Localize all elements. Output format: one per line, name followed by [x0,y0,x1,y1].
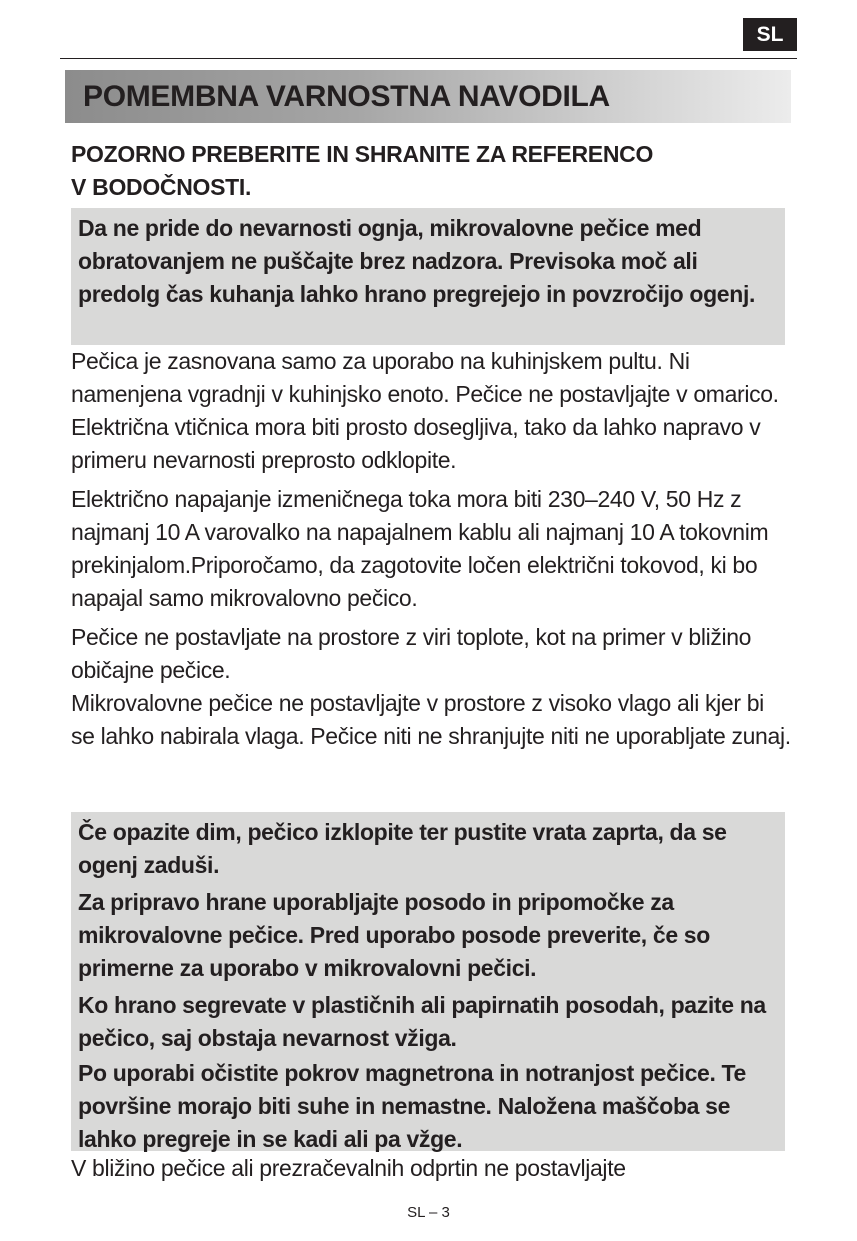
warning-paragraph: Da ne pride do nevarnosti ognja, mikrovalovne pečice med obratovanjem ne puščajte brez nadzora. Previsoka moč ali predolg čas kuhanja lahko hrano pregrejejo in povzročijo ogenj. [78,215,756,307]
warning-box-safety [71,812,785,1151]
subheading [71,138,791,204]
page-number: SL – 3 [407,1204,450,1221]
warning-paragraph-cleaning: Po uporabi očistite pokrov magnetrona in notranjost pečice. Te površine morajo biti suhe in nemastne. Naložena maščoba se lahko pregreje in se kadi ali pa vžge. [78,1060,746,1152]
body-text [71,345,791,753]
header-rule [60,58,797,59]
body-paragraph-placement: Pečica je zasnovana samo za uporabo na kuhinjskem pultu. Ni namenjena vgradnji v kuhinjsko enoto. Pečice ne postavljajte v omarico. Električna vtičnica mora biti prosto dosegljiva, tako da lahko napravo v primeru nevarnosti preprosto odklopite. [71,348,779,473]
body-paragraph-humidity: Mikrovalovne pečice ne postavljajte v prostore z visoko vlago ali kjer bi se lahko nabirala vlaga. Pečice niti ne shranjujte niti ne uporabljate zunaj. [71,690,791,749]
body-paragraph-power-supply: Električno napajanje izmeničnega toka mora biti 230–240 V, 50 Hz z najmanj 10 A varovalko na napajalnem kablu ali najmanj 10 A tokovnim prekinjalom.Priporočamo, da zagotovite ločen električni tokovod, ki bo napajal samo mikrovalovno pečico. [71,486,769,611]
warning-paragraph-cookware: Za pripravo hrane uporabljajte posodo in pripomočke za mikrovalovne pečice. Pred uporabo posode preverite, če so primerne za uporabo v mikrovalovni pečici. [78,889,710,981]
section-banner [65,70,791,123]
language-badge: SL [743,18,797,51]
subheading-line-2: V BODOČNOSTI. [71,174,252,200]
body-paragraph-heat-sources: Pečice ne postavljate na prostore z viri toplote, kot na primer v bližino običajne pečice. [71,624,752,683]
warning-box-fire [71,208,785,345]
subheading-line-1: POZORNO PREBERITE IN SHRANITE ZA REFERENCO [71,141,654,167]
warning-paragraph-containers: Ko hrano segrevate v plastičnih ali papirnatih posodah, pazite na pečico, saj obstaja nevarnost vžiga. [78,992,766,1051]
warning-paragraph-smoke: Če opazite dim, pečico izklopite ter pustite vrata zaprta, da se ogenj zaduši. [78,819,727,878]
section-title: POMEMBNA VARNOSTNA NAVODILA [83,80,610,113]
trailing-text: V bližino pečice ali prezračevalnih odprtin ne postavljajte [71,1155,626,1181]
